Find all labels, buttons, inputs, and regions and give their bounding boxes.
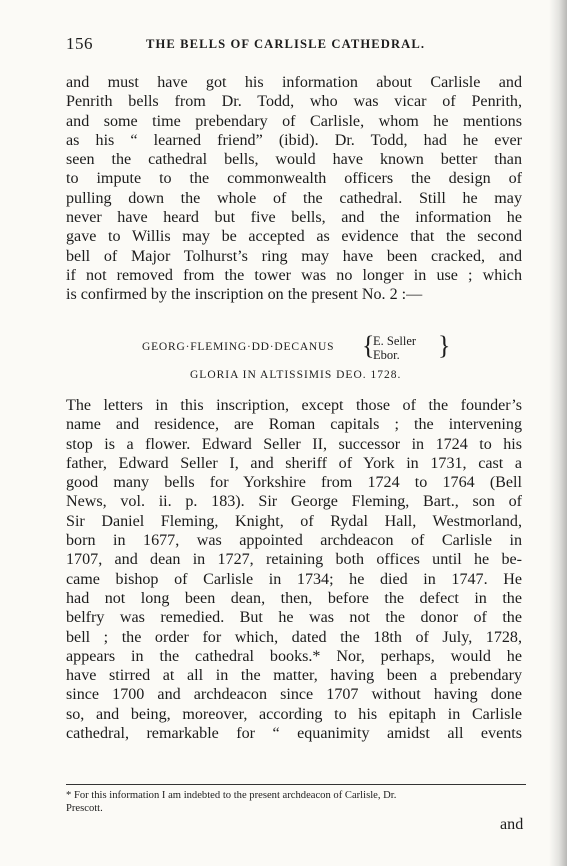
- inscription-place: Ebor.: [373, 348, 400, 362]
- text-line: 1707, and dean in 1727, retaining both offices until he be-: [66, 551, 522, 569]
- text-line: bell of Major Tolhurst’s ring may have been cracked, and: [66, 247, 522, 265]
- footnote-line: Prescott.: [66, 803, 103, 814]
- footnote-line: * For this information I am indebted to the present archdeacon of Carlisle, Dr.: [66, 790, 397, 801]
- text-line: Penrith bells from Dr. Todd, who was vicar of Penrith,: [66, 93, 522, 111]
- page-number: 156: [66, 34, 93, 53]
- text-line: came bishop of Carlisle in 1734; he died in 1747. He: [66, 570, 522, 588]
- text-line: Sir Daniel Fleming, Knight, of Rydal Hall, Westmorland,: [66, 512, 522, 530]
- text-line: never have heard but five bells, and the information he: [66, 209, 522, 227]
- inscription-main: GEORG·FLEMING·DD·DECANUS: [142, 341, 335, 353]
- text-line: have stirred at all in the matter, having been a prebendary: [66, 667, 522, 685]
- paragraph-2: [66, 396, 522, 743]
- text-line: born in 1677, was appointed archdeacon of Carlisle in: [66, 532, 522, 550]
- page-header: [66, 34, 526, 56]
- text-line: News, vol. ii. p. 183). Sir George Fleming, Bart., son of: [66, 493, 522, 511]
- text-line: seen the cathedral bells, would have known better than: [66, 151, 522, 169]
- text-line: had not long been dean, then, before the defect in the: [66, 589, 522, 607]
- text-line: and some time prebendary of Carlisle, whom he mentions: [66, 112, 522, 130]
- text-line: is confirmed by the inscription on the present No. 2 :—: [66, 286, 423, 304]
- catchword: and: [500, 816, 524, 833]
- left-brace: {: [362, 331, 375, 360]
- text-line: bell ; the order for which, dated the 18th of July, 1728,: [66, 628, 522, 646]
- text-line: good many bells for Yorkshire from 1724 to 1764 (Bell: [66, 474, 522, 492]
- text-line: appears in the cathedral books.* Nor, perhaps, would he: [66, 647, 522, 665]
- paragraph-1: [66, 73, 522, 305]
- text-line: stop is a flower. Edward Seller II, successor in 1724 to his: [66, 435, 522, 453]
- text-line: The letters in this inscription, except those of the founder’s: [66, 397, 522, 414]
- text-line: name and residence, are Roman capitals ; the intervening: [66, 416, 522, 434]
- text-line: if not removed from the tower was no longer in use ; which: [66, 266, 522, 284]
- text-line: and must have got his information about Carlisle and: [66, 74, 522, 91]
- text-line: so, and being, moreover, according to his epitaph in Carlisle: [66, 705, 522, 723]
- page-edge-shadow: [549, 0, 567, 866]
- text-line: father, Edward Seller I, and sheriff of York in 1731, cast a: [66, 454, 522, 472]
- running-head: THE BELLS OF CARLISLE CATHEDRAL.: [146, 37, 426, 51]
- inscription-gloria: GLORIA IN ALTISSIMIS DEO. 1728.: [190, 369, 402, 381]
- inscription-founder: E. Seller: [373, 334, 417, 348]
- bell-inscription: [142, 333, 462, 363]
- right-brace: }: [438, 331, 451, 360]
- text-line: to impute to the commonwealth officers the design of: [66, 170, 522, 188]
- text-line: since 1700 and archdeacon since 1707 without having done: [66, 686, 522, 704]
- footnote-rule: [66, 784, 526, 785]
- text-line: pulling down the whole of the cathedral. Still he may: [66, 189, 522, 207]
- text-line: belfry was remedied. But he was not the donor of the: [66, 609, 522, 627]
- footnote: [66, 789, 526, 815]
- text-line: gave to Willis may be accepted as evidence that the second: [66, 228, 522, 246]
- text-line: as his “ learned friend” (ibid). Dr. Todd, had he ever: [66, 131, 522, 149]
- text-line: cathedral, remarkable for “ equanimity amidst all events: [66, 725, 522, 743]
